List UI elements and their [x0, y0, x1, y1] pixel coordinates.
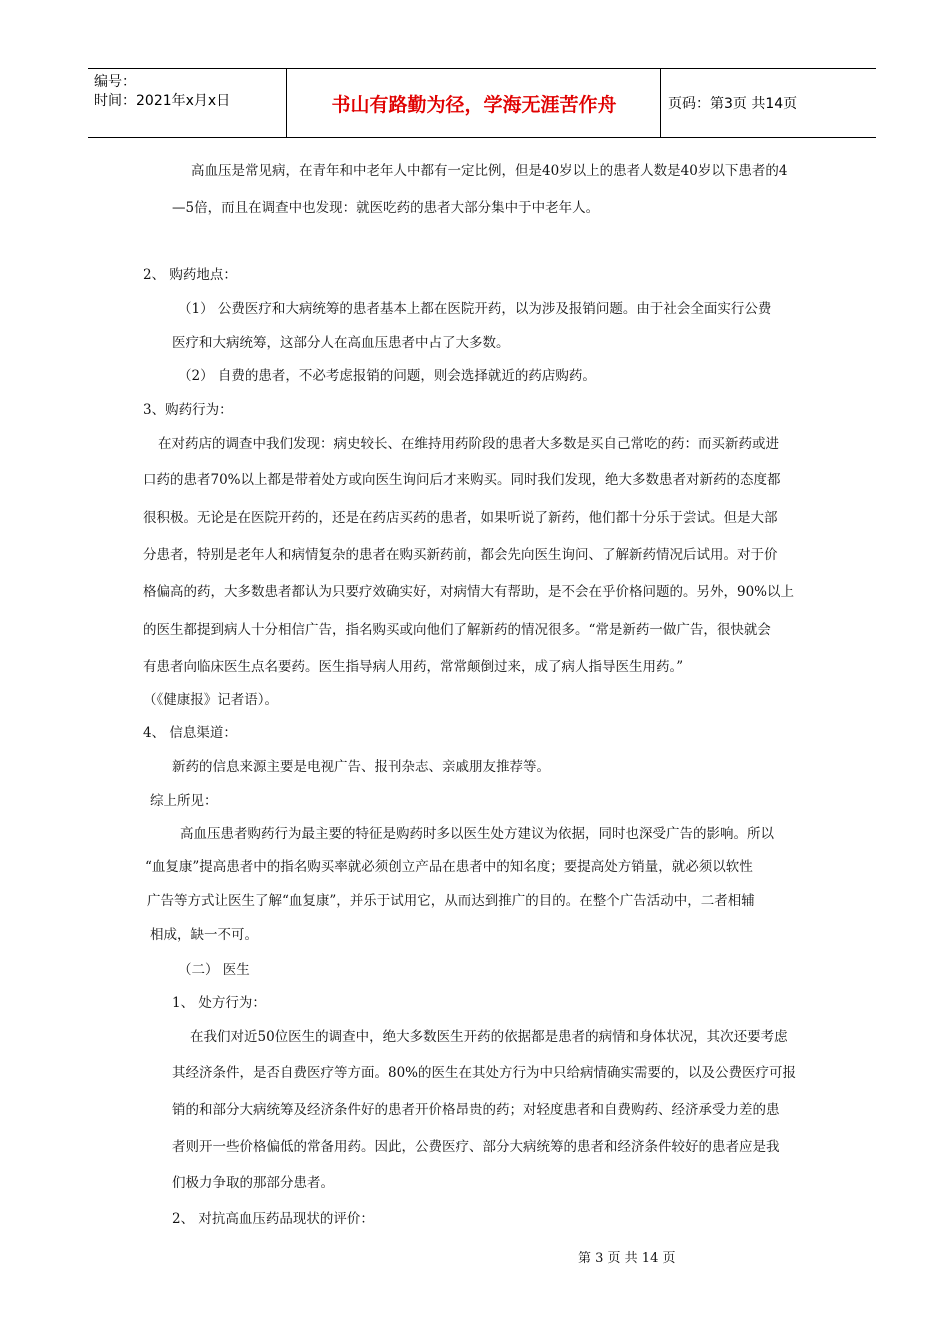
header-table: [88, 68, 876, 138]
header-divider-1: [286, 69, 287, 137]
section-heading: 2、 购药地点：: [143, 267, 237, 283]
body-line: 广告等方式让医生了解“血复康”，并乐于试用它，从而达到推广的目的。在整个广告活动中，二者相辅: [147, 893, 755, 909]
body-line: 分患者，特别是老年人和病情复杂的患者在购买新药前，都会先向医生询问、了解新药情况后试用。对于价: [143, 547, 778, 563]
body-line: 的医生都提到病人十分相信广告，指名购买或向他们了解新药的情况很多。“常是新药一做广告，很快就会: [143, 622, 771, 638]
body-line: 其经济条件，是否自费医疗等方面。80%的医生在其处方行为中只给病情确实需要的，以及公费医疗可报: [172, 1065, 797, 1081]
section-heading: 综上所见：: [150, 793, 218, 809]
header-divider-2: [660, 69, 661, 137]
time-label: 时间：2021年x月x日: [94, 93, 231, 109]
body-line: （1） 公费医疗和大病统筹的患者基本上都在医院开药，以为涉及报销问题。由于社会全面实行公费: [178, 301, 772, 317]
body-line: —5倍，而且在调查中也发现：就医吃药的患者大部分集中于中老年人。: [172, 200, 600, 216]
section-heading: （二） 医生: [178, 962, 250, 978]
body-line: 医疗和大病统筹，这部分人在高血压患者中占了大多数。: [172, 335, 510, 351]
section-heading: 3、购药行为：: [143, 402, 233, 418]
body-line: 有患者向临床医生点名要药。医生指导病人用药，常常颠倒过来，成了病人指导医生用药。”: [143, 659, 684, 675]
body-line: 口药的患者70%以上都是带着处方或向医生询问后才来购买。同时我们发现，绝大多数患者对新药的态度都: [143, 472, 781, 488]
page-footer: 第 3 页 共 14 页: [578, 1251, 676, 1266]
body-line: “血复康”提高患者中的指名购买率就必须创立产品在患者中的知名度；要提高处方销量，就必须以软性: [145, 859, 753, 875]
header-motto: 书山有路勤为径，学海无涯苦作舟: [331, 93, 617, 116]
body-line: 高血压是常见病，在青年和中老年人中都有一定比例，但是40岁以上的患者人数是40岁以下患者的4: [191, 163, 788, 179]
body-line: 在对药店的调查中我们发现：病史较长、在维持用药阶段的患者大多数是买自己常吃的药：而买新药或进: [158, 436, 779, 452]
header-page-info: 页码：第3页 共14页: [668, 96, 798, 112]
body-line: 格偏高的药，大多数患者都认为只要疗效确实好，对病情大有帮助，是不会在乎价格问题的。另外，90%以上: [143, 584, 795, 600]
body-line: 在我们对近50位医生的调查中，绝大多数医生开药的依据都是患者的病情和身体状况，其次还要考虑: [190, 1029, 788, 1045]
body-line: 很积极。无论是在医院开药的，还是在药店买药的患者，如果听说了新药，他们都十分乐于尝试。但是大部: [143, 510, 778, 526]
body-line: （2） 自费的患者，不必考虑报销的问题，则会选择就近的药店购药。: [178, 368, 596, 384]
body-line: 相成，缺一不可。: [150, 927, 258, 943]
body-line: 们极力争取的那部分患者。: [172, 1175, 334, 1191]
body-line: 新药的信息来源主要是电视广告、报刊杂志、亲戚朋友推荐等。: [172, 759, 550, 775]
section-heading: 2、 对抗高血压药品现状的评价：: [172, 1211, 374, 1227]
serial-label: 编号：: [94, 74, 136, 90]
body-line: （《健康报》记者语）。: [143, 692, 278, 708]
body-line: 销的和部分大病统筹及经济条件好的患者开价格昂贵的药；对轻度患者和自费购药、经济承受力差的患: [172, 1102, 780, 1118]
section-heading: 4、 信息渠道：: [143, 725, 237, 741]
header-left-cell: [94, 73, 230, 111]
body-line: 者则开一些价格偏低的常备用药。因此，公费医疗、部分大病统筹的患者和经济条件较好的患者应是我: [172, 1139, 780, 1155]
section-heading: 1、 处方行为：: [172, 995, 266, 1011]
body-line: 高血压患者购药行为最主要的特征是购药时多以医生处方建议为依据，同时也深受广告的影响。所以: [180, 826, 774, 842]
